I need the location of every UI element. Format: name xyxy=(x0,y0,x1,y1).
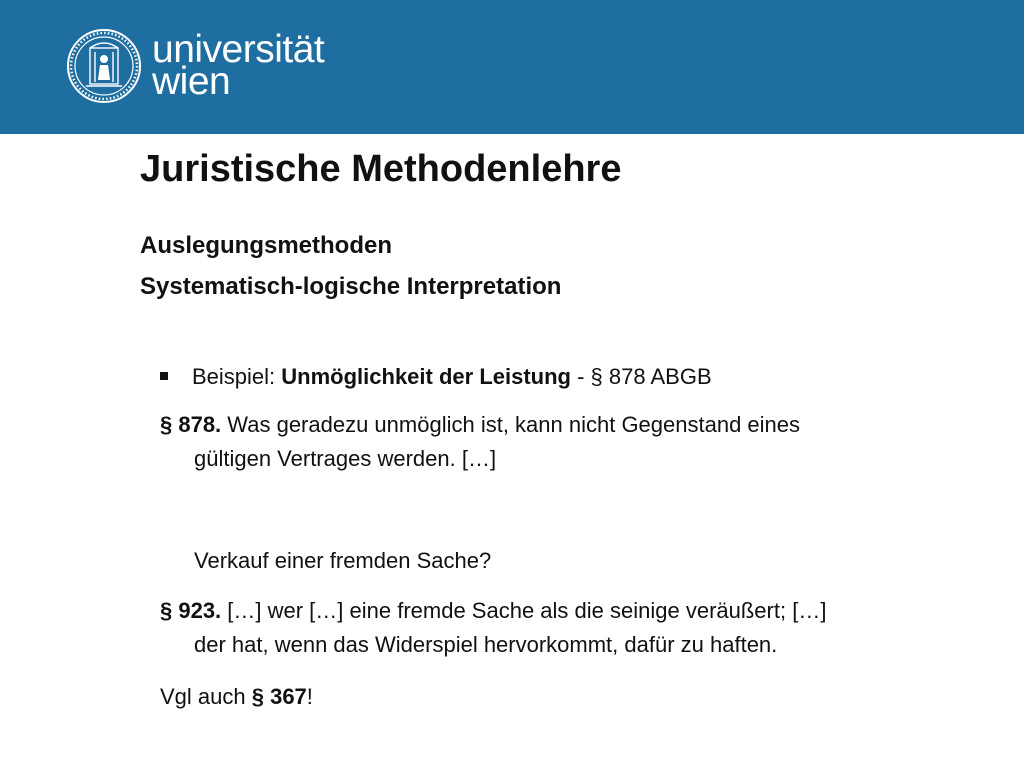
page-title: Juristische Methodenlehre xyxy=(140,148,622,190)
university-wordmark xyxy=(152,28,325,103)
bullet-bold: Unmöglichkeit der Leistung xyxy=(281,364,571,389)
para-878-line-2: gültigen Vertrages werden. […] xyxy=(194,446,497,471)
reference-bold: § 367 xyxy=(251,684,307,709)
para-923-line-1: […] wer […] eine fremde Sache als die seinige veräußert; […] xyxy=(221,598,827,623)
header-band xyxy=(0,0,1024,134)
para-923-line-2: der hat, wenn das Widerspiel hervorkommt, dafür zu haften. xyxy=(194,632,778,657)
para-878-number: § 878. xyxy=(160,412,222,437)
paragraph-878 xyxy=(160,408,800,476)
reference-prefix: Vgl auch xyxy=(160,684,252,709)
reference-suffix: ! xyxy=(306,684,313,709)
subtitle-interpretation: Systematisch-logische Interpretation xyxy=(140,273,562,300)
university-logo xyxy=(66,28,324,104)
reference-line xyxy=(160,680,313,714)
para-923-number: § 923. xyxy=(160,598,222,623)
bullet-square-icon xyxy=(160,372,168,380)
example-bullet xyxy=(160,360,712,394)
paragraph-923 xyxy=(160,594,826,662)
question-line xyxy=(160,544,491,578)
wordmark-line-1: universität xyxy=(152,28,325,71)
university-seal-icon xyxy=(66,28,142,104)
para-878-line-1: Was geradezu unmöglich ist, kann nicht Gegenstand eines xyxy=(221,412,801,437)
subtitle-methods: Auslegungsmethoden xyxy=(140,232,393,259)
bullet-prefix: Beispiel: xyxy=(192,364,282,389)
question-text: Verkauf einer fremden Sache? xyxy=(194,548,492,573)
bullet-suffix: - § 878 ABGB xyxy=(570,364,712,389)
wordmark-line-2: wien xyxy=(152,60,231,103)
